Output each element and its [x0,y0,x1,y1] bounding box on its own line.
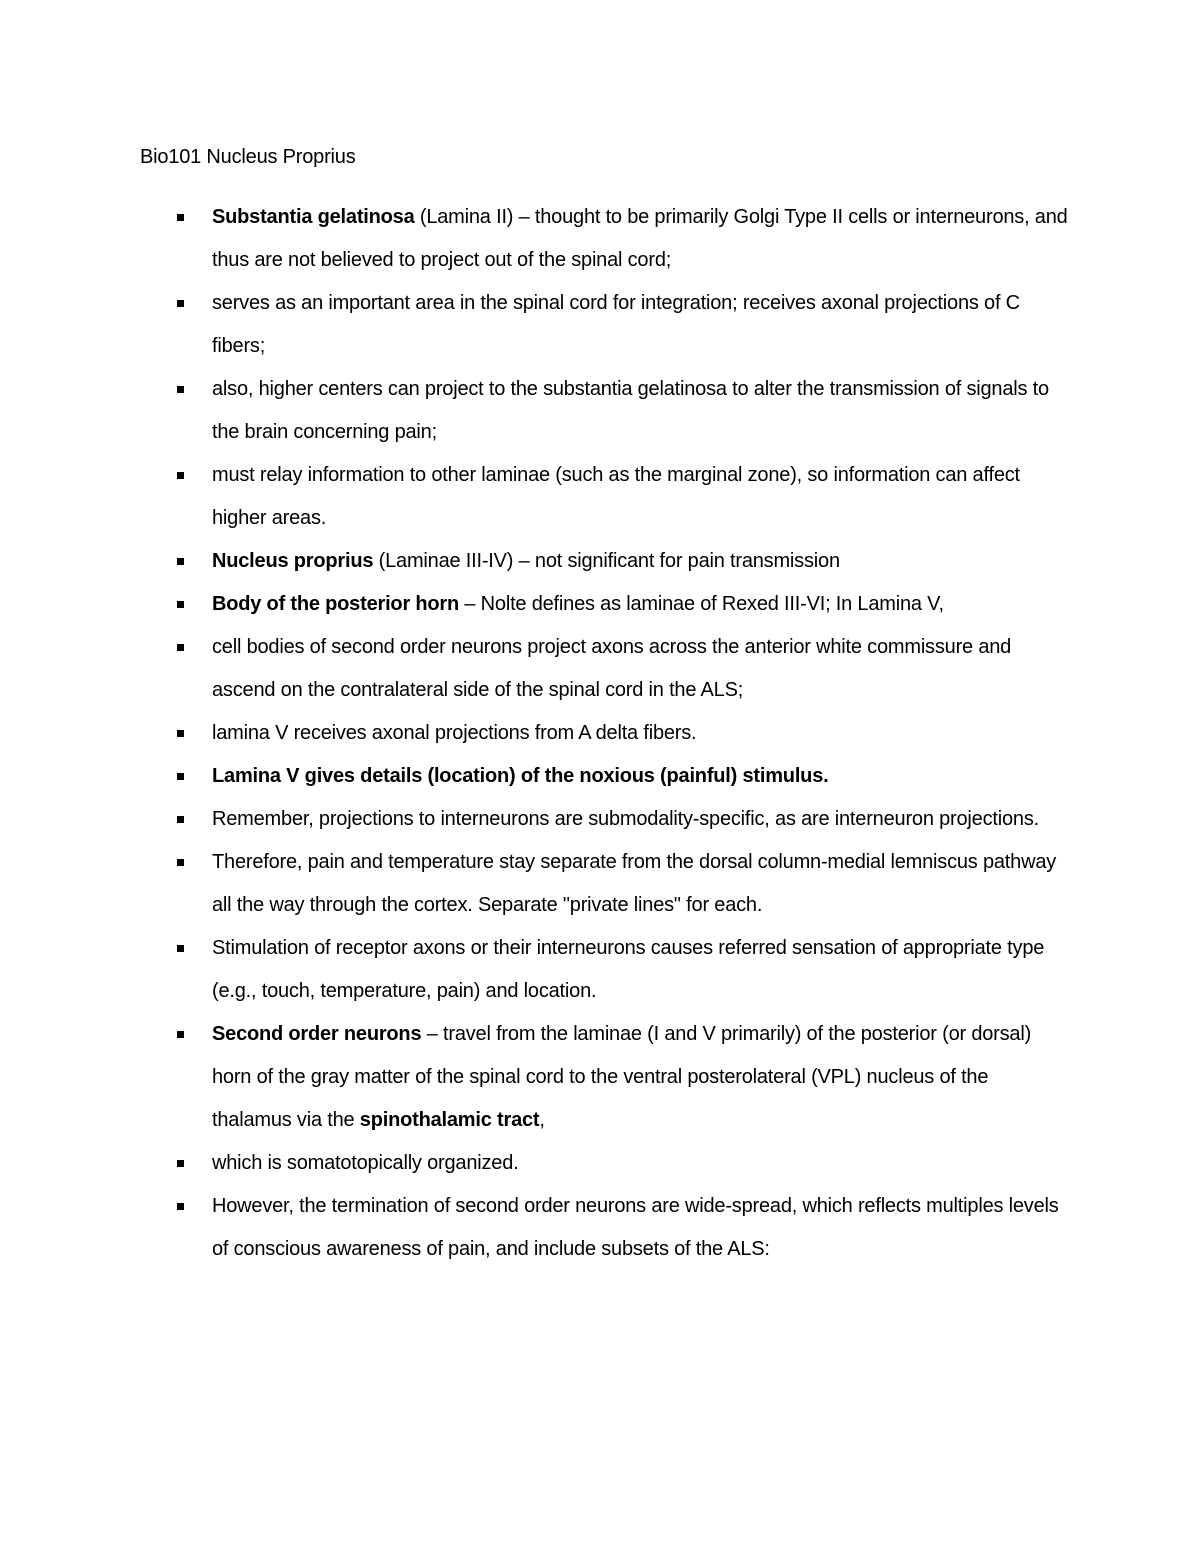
bold-term: Second order neurons [212,1023,422,1045]
list-item [140,196,1070,282]
item-text: must relay information to other laminae (such as the marginal zone), so information can affect higher areas. [212,464,1020,529]
square-bullet-icon [177,214,184,221]
list-item [140,841,1070,927]
item-text: (Lamina II) – thought to be primarily Golgi Type II cells or interneurons, and thus are not believed to project out of the spinal cord; [212,206,1068,271]
list-item [140,1185,1070,1271]
item-text: lamina V receives axonal projections from A delta fibers. [212,722,697,744]
square-bullet-icon [177,859,184,866]
square-bullet-icon [177,1160,184,1167]
square-bullet-icon [177,558,184,565]
list-item [140,583,1070,626]
list-item [140,1013,1070,1142]
item-text: Stimulation of receptor axons or their interneurons causes referred sensation of appropriate type (e.g., touch, temperature, pain) and location. [212,937,1045,1002]
list-item [140,368,1070,454]
square-bullet-icon [177,773,184,780]
item-text: – Nolte defines as laminae of Rexed III-VI; In Lamina V, [459,593,944,615]
bold-term: Lamina V gives details (location) of the noxious (painful) stimulus. [212,765,829,787]
list-item [140,540,1070,583]
item-text: (Laminae III-IV) – not significant for pain transmission [373,550,840,572]
square-bullet-icon [177,730,184,737]
square-bullet-icon [177,644,184,651]
document-title: Bio101 Nucleus Proprius [140,146,356,168]
item-text: Therefore, pain and temperature stay separate from the dorsal column-medial lemniscus pathway all the way through the cortex. Separate "private lines" for each. [212,851,1057,916]
list-item [140,626,1070,712]
item-text: Remember, projections to interneurons are submodality-specific, as are interneuron projections. [212,808,1039,830]
item-text: serves as an important area in the spinal cord for integration; receives axonal projections of C fibers; [212,292,1020,357]
square-bullet-icon [177,300,184,307]
list-item [140,798,1070,841]
list-item [140,712,1070,755]
list-item [140,282,1070,368]
bold-term: Substantia gelatinosa [212,206,415,228]
bold-term-2: spinothalamic tract [359,1109,540,1131]
square-bullet-icon [177,601,184,608]
bold-term: Nucleus proprius [212,550,374,572]
bold-term: Body of the posterior horn [212,593,460,615]
item-text: cell bodies of second order neurons project axons across the anterior white commissure and ascend on the contralateral side of the spinal cord in the ALS; [212,636,1012,701]
square-bullet-icon [177,816,184,823]
bullet-list [140,196,1070,1271]
square-bullet-icon [177,1031,184,1038]
list-item [140,454,1070,540]
square-bullet-icon [177,386,184,393]
list-item [140,755,1070,798]
item-text-tail: , [539,1109,545,1131]
list-item [140,1142,1070,1185]
item-text: which is somatotopically organized. [212,1152,519,1174]
square-bullet-icon [177,945,184,952]
item-text: also, higher centers can project to the substantia gelatinosa to alter the transmission of signals to the brain concerning pain; [212,378,1049,443]
square-bullet-icon [177,1203,184,1210]
square-bullet-icon [177,472,184,479]
item-text: However, the termination of second order neurons are wide-spread, which reflects multiples levels of conscious awareness of pain, and include subsets of the ALS: [212,1195,1059,1260]
list-item [140,927,1070,1013]
item-text: – travel from the laminae (I and V primarily) of the posterior (or dorsal) horn of the gray matter of the spinal cord to the ventral posterolateral (VPL) nucleus of the thalamus via the [212,1023,1032,1131]
